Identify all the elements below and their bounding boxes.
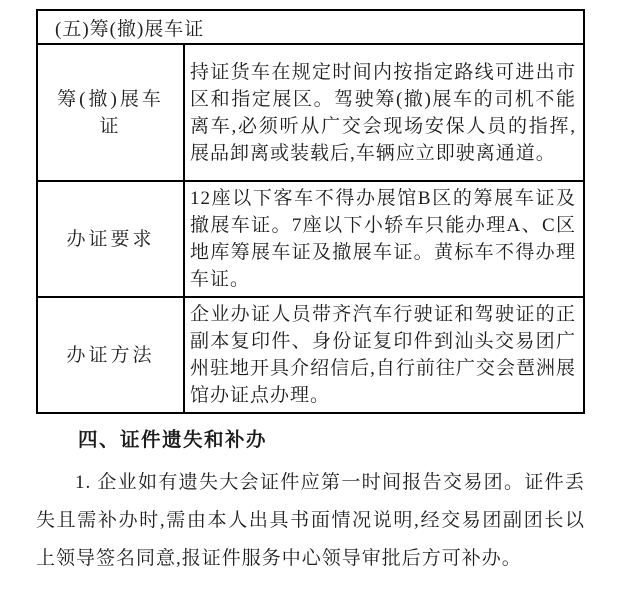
table-row (37, 297, 584, 413)
table-row (37, 181, 584, 297)
table-row (37, 44, 584, 181)
row-content-vehicle-pass: 持证货车在规定时间内按指定路线可进出市区和指定展区。驾驶筹(撤)展车的司机不能离车,必须听从广交会现场安保人员的指挥,展品卸离或装载后,车辆应立即驶离通道。 (184, 44, 584, 181)
section-paragraph: 1. 企业如有遗失大会证件应第一时间报告交易团。证件丢失且需补办时,需由本人出具书面情况说明,经交易团副团长以上领导签名同意,报证件服务中心领导审批后方可补办。 (36, 472, 585, 569)
row-label-vehicle-pass: 筹(撤)展车证 (37, 44, 184, 181)
row-content-requirements: 12座以下客车不得办展馆B区的筹展车证及撤展车证。7座以下小轿车只能办理A、C区地库筹展车证及撤展车证。黄标车不得办理车证。 (184, 181, 584, 297)
row-label-method: 办证方法 (37, 297, 184, 413)
table-header-row (37, 10, 584, 44)
vehicle-pass-table (36, 9, 585, 414)
table-title: (五)筹(撤)展车证 (37, 10, 584, 44)
section-heading: 四、证件遗失和补办 (78, 430, 268, 451)
row-content-method: 企业办证人员带齐汽车行驶证和驾驶证的正副本复印件、身份证复印件到汕头交易团广州驻地开具介绍信后,自行前往广交会琶洲展馆办证点办理。 (184, 297, 584, 413)
row-label-requirements: 办证要求 (37, 181, 184, 297)
